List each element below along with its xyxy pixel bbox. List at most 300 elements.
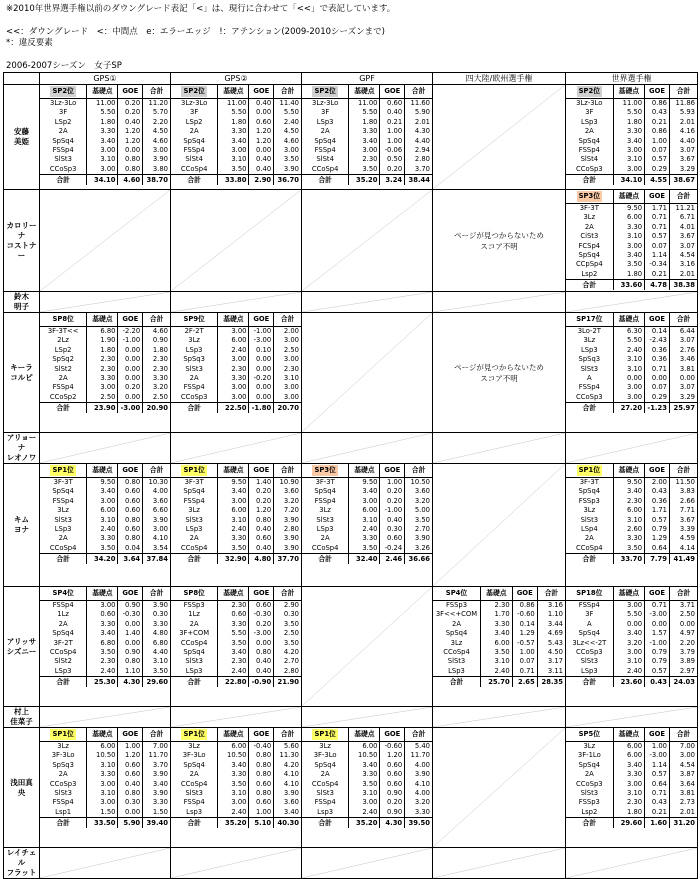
element-score: 7.00 xyxy=(143,742,170,752)
goe-value: 0.60 xyxy=(118,525,143,534)
base-value: 2.30 xyxy=(613,497,644,506)
total-base: 35.20 xyxy=(349,818,380,829)
base-value: 3.50 xyxy=(87,544,118,554)
element-score: 4.30 xyxy=(405,127,432,136)
score-sheet xyxy=(40,587,170,687)
total-score: 39.50 xyxy=(405,818,432,829)
element-row xyxy=(566,497,697,506)
element-name: CCoSp3 xyxy=(576,164,603,173)
element-name: CCoSp4 xyxy=(180,164,208,173)
base-value: 3.40 xyxy=(349,487,380,496)
goe-value: -1.00 xyxy=(645,639,670,648)
element-score: 3.00 xyxy=(274,383,301,392)
skater-name xyxy=(4,728,40,848)
total-base: 32.40 xyxy=(349,554,380,565)
goe-value: 0.40 xyxy=(380,108,405,117)
element-score: 0.30 xyxy=(143,610,170,619)
total-score: 40.30 xyxy=(274,818,301,829)
goe-value: 0.57 xyxy=(645,667,670,677)
element-name: 2A xyxy=(584,534,594,543)
element-name: CCoSp3 xyxy=(576,648,603,657)
element-score: 4.54 xyxy=(669,251,697,260)
rank-cell xyxy=(433,587,481,601)
element-score: 2.01 xyxy=(669,270,697,280)
skater-name-part: キム xyxy=(14,515,29,524)
base-header: 基礎点 xyxy=(349,464,380,478)
element-score: 0.00 xyxy=(669,620,697,629)
total-score: 41.49 xyxy=(669,554,697,565)
total-header: 合計 xyxy=(143,587,170,601)
not-found-line2: スコア不明 xyxy=(480,241,518,251)
base-value: 3.50 xyxy=(87,648,118,657)
total-base: 32.90 xyxy=(218,554,249,565)
element-score: 0.90 xyxy=(143,336,170,345)
base-value: 2.40 xyxy=(613,667,644,677)
base-value: 3.40 xyxy=(218,137,249,146)
goe-value: 0.60 xyxy=(380,761,405,770)
score-header-row xyxy=(302,464,432,478)
element-score: 2.76 xyxy=(669,346,697,355)
element-name: 2A xyxy=(58,619,68,628)
element-score: 3.46 xyxy=(669,355,697,364)
base-value: 3.10 xyxy=(349,789,380,798)
total-row xyxy=(566,677,697,688)
goe-value: 0.79 xyxy=(645,648,670,657)
score-cell-gps1 xyxy=(40,313,171,433)
skater-row xyxy=(4,190,698,292)
element-row xyxy=(302,516,432,525)
score-cell-gps1 xyxy=(40,587,171,707)
goe-value: 0.40 xyxy=(249,155,274,164)
total-base: 22.80 xyxy=(218,677,249,688)
total-row xyxy=(433,677,565,688)
element-name: 1Lz xyxy=(57,610,69,619)
element-score: 4.69 xyxy=(537,629,565,638)
element-row xyxy=(566,146,697,155)
element-score: 2.50 xyxy=(669,610,697,619)
base-value: 3.00 xyxy=(218,497,249,506)
total-score: 36.66 xyxy=(405,554,432,565)
base-value: 9.50 xyxy=(87,478,118,488)
base-value: 3.00 xyxy=(218,146,249,155)
rank-cell xyxy=(302,464,349,478)
element-name: FSSp4 xyxy=(578,146,600,155)
element-score: 4.10 xyxy=(274,770,301,779)
base-value: 3.40 xyxy=(613,761,644,770)
element-score: 7.20 xyxy=(274,506,301,515)
element-score: 4.10 xyxy=(405,780,432,789)
element-score: 3.40 xyxy=(274,808,301,818)
score-sheet xyxy=(566,587,697,687)
element-name: 3F xyxy=(321,108,330,117)
element-row xyxy=(40,118,170,127)
goe-value: 1.20 xyxy=(249,127,274,136)
goe-value: 0.07 xyxy=(645,383,670,392)
base-value: 3.10 xyxy=(613,365,644,374)
base-value: 3.10 xyxy=(613,789,644,798)
goe-value: -0.60 xyxy=(380,742,405,752)
total-base: 27.20 xyxy=(613,403,644,414)
goe-value: 0.80 xyxy=(118,534,143,543)
element-row xyxy=(302,487,432,496)
goe-value: 0.29 xyxy=(645,165,670,175)
element-score: 2.01 xyxy=(405,118,432,127)
goe-value: 1.20 xyxy=(380,751,405,760)
element-row xyxy=(566,525,697,534)
base-value: 2.40 xyxy=(218,525,249,534)
goe-value: 1.10 xyxy=(118,667,143,677)
element-row xyxy=(566,780,697,789)
element-name: Lsp1 xyxy=(55,807,72,816)
total-goe: 7.79 xyxy=(645,554,670,565)
element-row xyxy=(566,657,697,666)
goe-value: 0.00 xyxy=(645,620,670,629)
score-header-row xyxy=(566,728,697,742)
element-row xyxy=(40,165,170,175)
element-name: FSSp4 xyxy=(52,798,74,807)
goe-value: 0.64 xyxy=(645,780,670,789)
element-row xyxy=(40,789,170,798)
goe-header: GOE xyxy=(118,85,143,99)
element-name: 3Lz<<-2T xyxy=(572,638,607,647)
base-value: 3.00 xyxy=(218,798,249,807)
element-row xyxy=(171,601,301,611)
element-name: 2A xyxy=(320,534,330,543)
goe-value: -2.20 xyxy=(118,327,143,337)
base-value: 3.40 xyxy=(218,487,249,496)
element-score: 3.90 xyxy=(274,534,301,543)
empty-cell-gps1 xyxy=(40,707,171,728)
base-value: 3.10 xyxy=(87,761,118,770)
goe-value: 0.40 xyxy=(249,165,274,175)
base-value: 6.00 xyxy=(613,213,644,222)
goe-value: 0.60 xyxy=(249,780,274,789)
element-name: 2F-2T xyxy=(184,327,204,335)
element-row xyxy=(302,108,432,117)
base-value: 3.30 xyxy=(613,127,644,136)
score-header-row xyxy=(566,587,697,601)
base-value: 6.00 xyxy=(218,506,249,515)
empty-cell-gps2 xyxy=(171,707,302,728)
element-score: 4.80 xyxy=(143,629,170,638)
element-name: SpSq3 xyxy=(578,355,601,364)
element-score: 5.90 xyxy=(405,108,432,117)
element-score: 3.90 xyxy=(143,789,170,798)
element-score: 4.60 xyxy=(143,137,170,146)
total-label: 合計 xyxy=(171,677,218,688)
element-row xyxy=(566,620,697,629)
goe-value: 0.57 xyxy=(645,516,670,525)
element-row xyxy=(40,525,170,534)
base-value: 3.30 xyxy=(349,534,380,543)
empty-cell-4cc-euro xyxy=(433,433,566,464)
base-value: 3.30 xyxy=(349,770,380,779)
goe-value: 0.00 xyxy=(118,355,143,364)
element-row xyxy=(40,365,170,374)
element-score: 2.00 xyxy=(274,327,301,337)
rank-badge: SP2位 xyxy=(312,86,337,97)
element-name: 3F-3Lo xyxy=(51,751,75,760)
base-header: 基礎点 xyxy=(218,85,249,99)
total-score: 20.90 xyxy=(143,403,170,414)
goe-value: -0.24 xyxy=(380,544,405,554)
element-name: LSp3 xyxy=(54,666,72,675)
total-row xyxy=(566,818,697,829)
element-row xyxy=(171,667,301,677)
element-name: 3Lz xyxy=(57,506,69,515)
goe-value: 1.00 xyxy=(118,742,143,752)
element-row xyxy=(171,648,301,657)
not-found-line1: ページが見つからないため xyxy=(454,230,544,240)
element-score: 10.30 xyxy=(143,478,170,488)
goe-value: 0.40 xyxy=(249,525,274,534)
element-name: CCoSp4 xyxy=(576,543,603,552)
goe-value: 0.40 xyxy=(118,780,143,789)
rank-cell xyxy=(40,728,87,742)
element-score: 3.00 xyxy=(669,751,697,760)
total-header: 合計 xyxy=(274,85,301,99)
element-score: 3.20 xyxy=(143,383,170,392)
total-label: 合計 xyxy=(566,175,613,186)
empty-cell-gpf xyxy=(302,587,433,707)
element-score: 3.67 xyxy=(669,155,697,164)
base-value: 3.10 xyxy=(613,516,644,525)
element-name: FSSp3 xyxy=(578,798,600,807)
goe-value: 0.00 xyxy=(249,108,274,117)
goe-value: 0.29 xyxy=(645,393,670,403)
goe-header: GOE xyxy=(118,464,143,478)
element-name: CCoSp4 xyxy=(180,779,208,788)
score-cell-gpf xyxy=(302,464,433,587)
rank-badge: SP1位 xyxy=(181,465,206,476)
skater-name-part: 浅田真 xyxy=(10,777,33,787)
rank-cell xyxy=(566,587,613,601)
element-score: 3.71 xyxy=(669,601,697,611)
goe-value: 0.90 xyxy=(380,789,405,798)
goe-value: 0.80 xyxy=(249,770,274,779)
element-row xyxy=(40,127,170,136)
element-name: LSp3 xyxy=(580,345,598,354)
base-value: 3.00 xyxy=(613,393,644,403)
element-name: FSSp4 xyxy=(183,798,205,807)
total-base: 34.10 xyxy=(613,175,644,186)
element-row xyxy=(40,99,170,109)
element-score: 11.20 xyxy=(143,99,170,109)
base-value: 3.10 xyxy=(218,516,249,525)
element-name: 2A xyxy=(320,770,330,779)
empty-cell-gps1 xyxy=(40,433,171,464)
base-header: 基礎点 xyxy=(218,464,249,478)
element-name: LSp2 xyxy=(185,117,203,126)
element-row xyxy=(171,374,301,383)
element-score: 3.30 xyxy=(405,808,432,818)
element-score: 3.00 xyxy=(274,146,301,155)
total-label: 合計 xyxy=(566,280,613,291)
element-name: 3Lz xyxy=(450,638,463,647)
base-value: 0.00 xyxy=(613,620,644,629)
base-value: 6.00 xyxy=(87,506,118,515)
total-header: 合計 xyxy=(669,464,697,478)
empty-cell-worlds xyxy=(566,292,698,313)
element-row xyxy=(566,327,697,337)
element-score: 4.50 xyxy=(537,648,565,657)
element-row xyxy=(171,118,301,127)
base-value: 3.00 xyxy=(87,497,118,506)
total-row xyxy=(40,818,170,829)
skater-name-part: 安藤 xyxy=(14,127,29,136)
base-value: 3.00 xyxy=(218,383,249,392)
goe-value: 0.20 xyxy=(380,798,405,807)
rank-cell xyxy=(40,587,87,601)
total-score: 38.67 xyxy=(669,175,697,186)
goe-value: 0.60 xyxy=(249,798,274,807)
skater-name-part: レオノワ xyxy=(6,453,37,462)
total-header: 合計 xyxy=(274,464,301,478)
element-row xyxy=(433,648,565,657)
element-score: 4.10 xyxy=(274,780,301,789)
element-row xyxy=(566,270,697,280)
base-value: 3.30 xyxy=(87,534,118,543)
goe-value: 0.80 xyxy=(118,789,143,798)
element-score: 3.89 xyxy=(669,657,697,666)
base-value: 3.50 xyxy=(218,780,249,789)
element-name: SpSq3 xyxy=(183,355,205,364)
base-value: 6.00 xyxy=(218,336,249,345)
element-row xyxy=(40,544,170,554)
goe-value: 0.07 xyxy=(645,146,670,155)
element-row xyxy=(40,639,170,648)
base-value: 3.50 xyxy=(481,648,513,657)
score-cell-worlds xyxy=(566,587,698,707)
element-score: 1.50 xyxy=(143,808,170,818)
skater-name-part: 村上 xyxy=(14,707,29,716)
total-row xyxy=(171,818,301,829)
base-value: 3.10 xyxy=(87,155,118,164)
base-value: 3.00 xyxy=(87,601,118,611)
score-header-row xyxy=(40,587,170,601)
total-label: 合計 xyxy=(171,403,218,414)
empty-cell-gps2 xyxy=(171,433,302,464)
element-name: SlSt3 xyxy=(54,155,72,164)
score-header-row xyxy=(171,464,301,478)
rank-cell xyxy=(566,190,613,204)
element-name: SpSq4 xyxy=(578,487,601,496)
base-value: 3.50 xyxy=(349,165,380,175)
base-value: 2.30 xyxy=(218,601,249,611)
element-score: 2.01 xyxy=(669,808,697,818)
score-cell-gps1 xyxy=(40,728,171,848)
goe-value: 0.71 xyxy=(645,365,670,374)
skater-name-part: カロリーナ xyxy=(6,220,37,240)
element-score: 2.97 xyxy=(669,667,697,677)
total-header: 合計 xyxy=(669,728,697,742)
element-name: Lsp2 xyxy=(581,269,598,278)
total-label: 合計 xyxy=(433,677,481,688)
element-row xyxy=(40,657,170,666)
total-label: 合計 xyxy=(40,554,87,565)
element-row xyxy=(566,232,697,241)
element-name: SlSt3 xyxy=(185,657,203,666)
total-base: 33.80 xyxy=(218,175,249,186)
element-row xyxy=(40,374,170,383)
element-row xyxy=(302,146,432,155)
element-score: 3.67 xyxy=(669,516,697,525)
rank-badge: SP18位 xyxy=(576,588,603,597)
total-label: 合計 xyxy=(40,175,87,186)
element-row xyxy=(40,346,170,355)
base-value: 2.40 xyxy=(349,808,380,818)
element-row xyxy=(171,365,301,374)
element-score: 2.70 xyxy=(405,525,432,534)
total-base: 25.70 xyxy=(481,677,513,688)
element-name: Lsp2 xyxy=(581,807,598,816)
element-name: 3Lz xyxy=(583,336,596,345)
element-name: CCoSp4 xyxy=(180,638,208,647)
base-value: 3.30 xyxy=(218,127,249,136)
skater-name xyxy=(4,707,40,728)
empty-cell-gps2 xyxy=(171,292,302,313)
goe-value: 0.21 xyxy=(645,118,670,127)
goe-value: 0.00 xyxy=(249,639,274,648)
base-value: 6.00 xyxy=(349,742,380,752)
element-name: LSp3 xyxy=(185,666,203,675)
base-value: 3.00 xyxy=(218,327,249,337)
element-score: 3.67 xyxy=(669,232,697,241)
total-goe: 2.65 xyxy=(512,677,537,688)
score-cell-gps1 xyxy=(40,464,171,587)
base-value: 6.80 xyxy=(87,639,118,648)
competition-header-row xyxy=(4,73,698,85)
note-legend: <<：ダウングレード <：中間点 e：エラーエッジ !：アテンション(2009-2010シーズンまで) xyxy=(6,27,385,37)
element-score: 3.07 xyxy=(669,336,697,345)
goe-value: 0.07 xyxy=(512,657,537,666)
element-name: LSp3 xyxy=(448,666,465,675)
total-header: 合計 xyxy=(669,85,697,99)
element-name: SpSq4 xyxy=(52,136,74,145)
element-score: 0.00 xyxy=(669,374,697,383)
element-row xyxy=(566,516,697,525)
element-score: 3.07 xyxy=(669,383,697,392)
goe-value: -0.40 xyxy=(249,742,274,752)
element-score: 3.90 xyxy=(143,601,170,611)
base-value: 3.40 xyxy=(613,251,644,260)
element-name: 3Lz-3Lo xyxy=(312,99,339,107)
element-score: 10.50 xyxy=(405,478,432,488)
skater-name-part: 美姫 xyxy=(14,137,29,146)
element-row xyxy=(566,242,697,251)
total-header: 合計 xyxy=(405,728,432,742)
goe-value: 0.80 xyxy=(118,657,143,666)
total-base: 35.20 xyxy=(218,818,249,829)
skater-name-part: レイチェル xyxy=(6,848,37,867)
element-name: SpSq4 xyxy=(445,629,468,638)
skater-row xyxy=(4,464,698,587)
base-value: 3.50 xyxy=(218,544,249,554)
total-score: 37.70 xyxy=(274,554,301,565)
base-value: 3.40 xyxy=(218,648,249,657)
base-value: 2.30 xyxy=(218,657,249,666)
score-sheet xyxy=(566,464,697,564)
skater-row xyxy=(4,292,698,313)
base-header: 基礎点 xyxy=(218,728,249,742)
element-row xyxy=(40,487,170,496)
rank-badge: SP9位 xyxy=(183,314,205,323)
element-row xyxy=(171,657,301,666)
element-score: 4.40 xyxy=(669,137,697,146)
element-name: CCoSp4 xyxy=(311,543,339,552)
rank-badge: SP8位 xyxy=(52,314,74,323)
element-name: CCoSp4 xyxy=(49,543,77,552)
